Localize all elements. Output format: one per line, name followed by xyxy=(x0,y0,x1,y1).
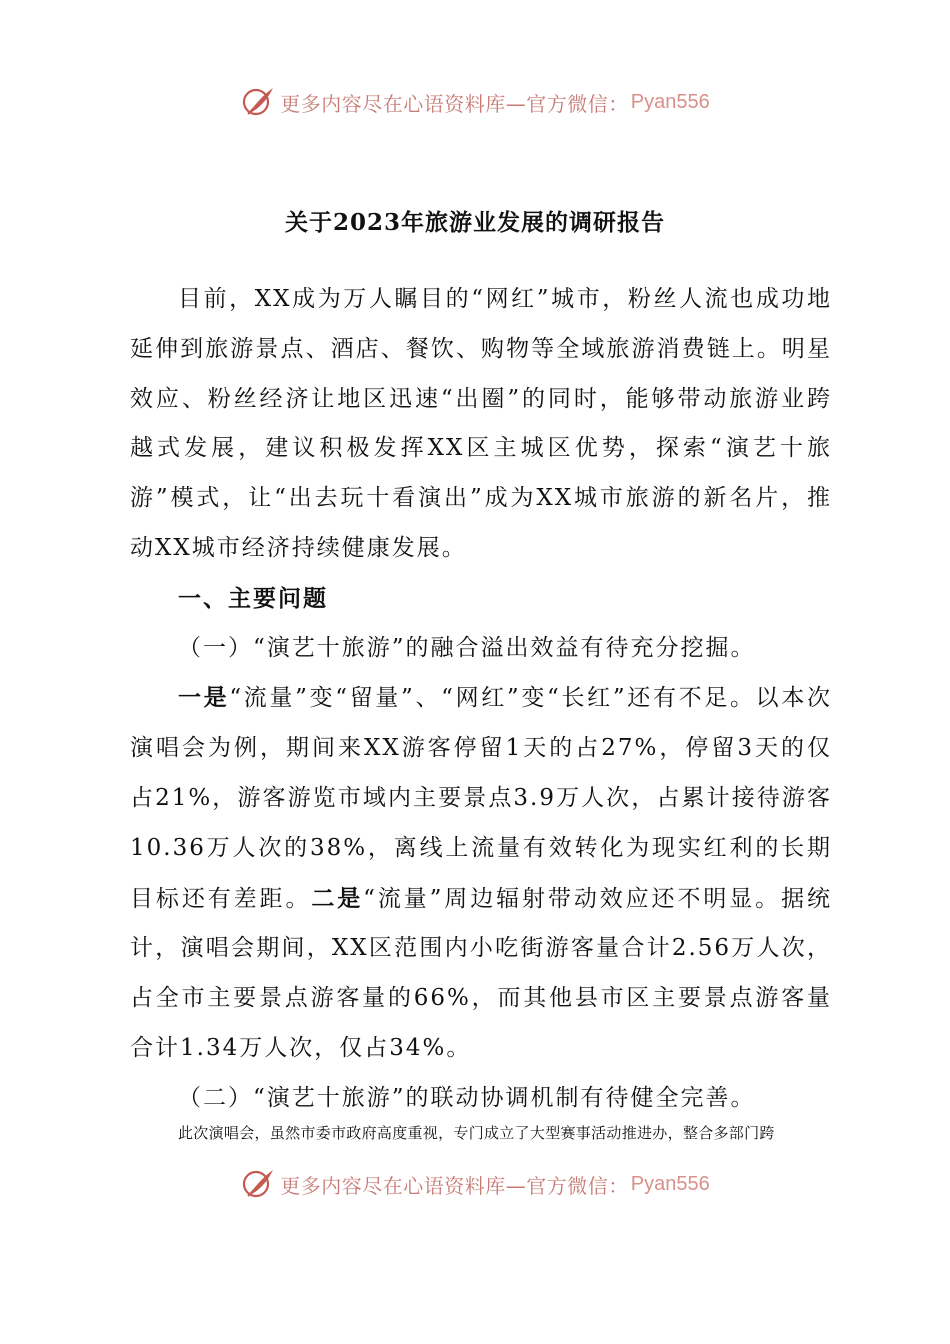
paragraph-text-2: “流量”周边辐射带动效应还不明显。据统计，演唱会期间，XX区范围内小吃街游客量合计2.56万人次，占全市主要景点游客量的66%，而其他县市区主要景点游客量合计1.34万人次，仅占34%。 xyxy=(130,885,832,1061)
paragraph-continued: 此次演唱会，虽然市委市政府高度重视，专门成立了大型赛事活动推进办，整合多部门跨 xyxy=(178,1124,775,1142)
watermark-handle: Pyan556 xyxy=(630,1172,710,1195)
watermark-text: 更多内容尽在心语资料库—官方微信： xyxy=(280,1173,629,1198)
watermark-footer xyxy=(0,1164,950,1204)
quill-logo-icon xyxy=(240,1166,276,1202)
quill-logo-icon xyxy=(240,84,276,120)
subsection-heading-2: （二）“演艺十旅游”的联动协调机制有待健全完善。 xyxy=(178,1084,756,1111)
lead-second: 二是 xyxy=(311,884,364,912)
watermark-text: 更多内容尽在心语资料库—官方微信： xyxy=(280,91,629,116)
watermark-header xyxy=(0,82,950,122)
lead-first: 一是 xyxy=(178,684,230,712)
intro-paragraph: 目前，XX成为万人瞩目的“网红”城市，粉丝人流也成功地延伸到旅游景点、酒店、餐饮、购物等全域旅游消费链上。明星效应、粉丝经济让地区迅速“出圈”的同时，能够带动旅游业跨越式发展，建议积极发挥XX区主城区优势，探索“演艺十旅游”模式，让“出去玩十看演出”成为XX城市旅游的新名片，推动XX城市经济持续健康发展。 xyxy=(130,286,832,561)
document-title: 关于2023年旅游业发展的调研报告 xyxy=(284,209,665,236)
paragraph-problem-1 xyxy=(130,673,832,1073)
subsection-heading-1: （一）“演艺十旅游”的融合溢出效益有待充分挖掘。 xyxy=(178,634,756,661)
watermark-handle: Pyan556 xyxy=(630,90,710,113)
section-heading-main-problems: 一、主要问题 xyxy=(178,584,328,612)
paragraph-text-1: “流量”变“留量”、“网红”变“长红”还有不足。以本次演唱会为例，期间来XX游客停留1天的占27%，停留3天的仅占21%，游客游览市域内主要景点3.9万人次，占累计接待游客10.36万人次的38%，离线上流量有效转化为现实红利的长期目标还有差距。 xyxy=(130,685,832,912)
document-body xyxy=(130,275,832,1124)
